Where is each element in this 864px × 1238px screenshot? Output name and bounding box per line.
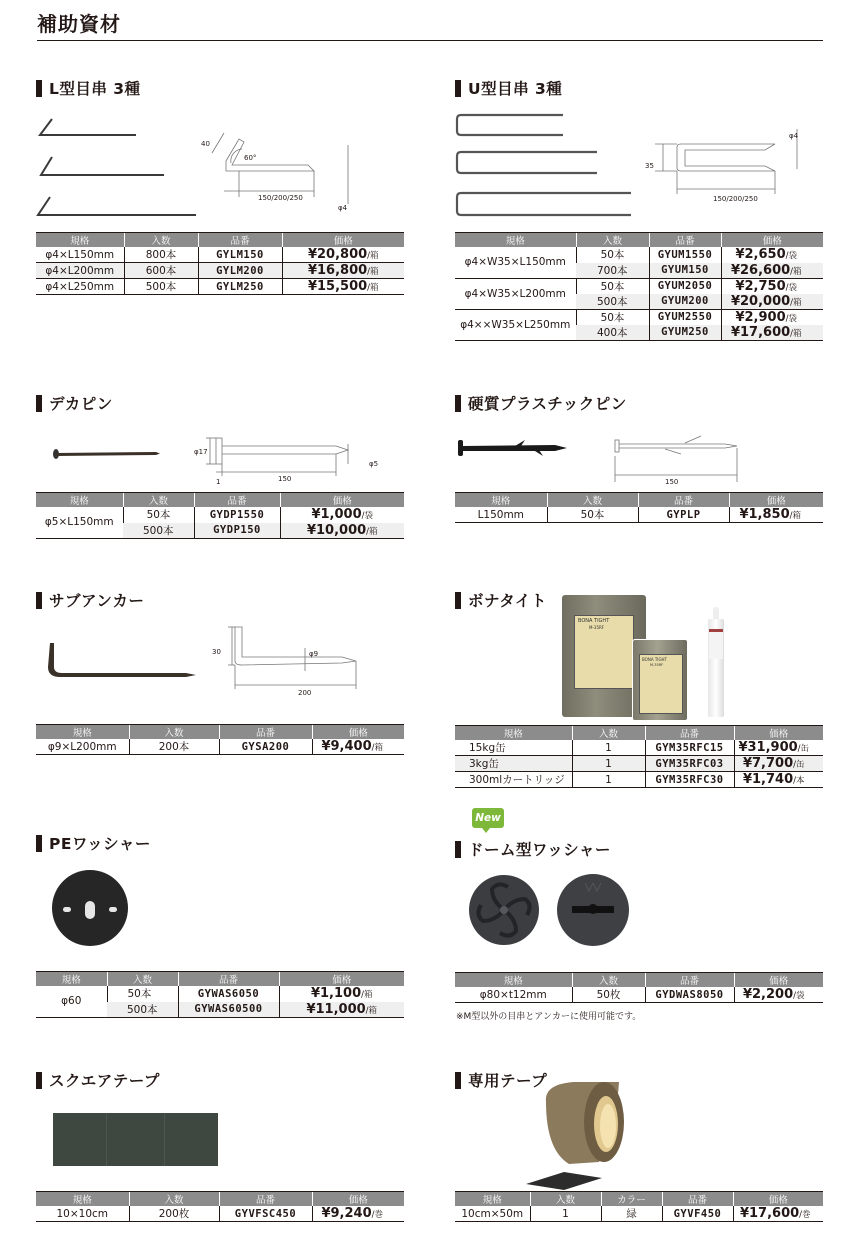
price-value: ¥9,400 — [321, 739, 372, 754]
price-value: ¥1,850 — [739, 507, 790, 522]
table-row — [455, 740, 823, 756]
cell-code: GYDWAS8050 — [645, 987, 734, 1003]
section-deca-pin — [36, 392, 404, 494]
dim-diameter: φ9 — [309, 650, 319, 658]
title-bar — [36, 835, 42, 852]
price-value: ¥1,100 — [310, 986, 362, 1002]
col-code: 品番 — [649, 233, 721, 248]
section-title — [36, 589, 404, 611]
price-value: ¥16,800 — [307, 263, 368, 278]
table-header-row — [455, 493, 823, 508]
section-square-tape — [36, 1069, 404, 1091]
section-u-pin — [455, 77, 823, 229]
cell-code: GYPLP — [638, 507, 729, 523]
table-row — [455, 507, 823, 523]
cell-price — [729, 507, 823, 523]
spec-table-deca-pin — [36, 492, 404, 539]
cell-price — [734, 772, 823, 788]
col-code: 品番 — [645, 726, 734, 741]
col-code: 品番 — [178, 972, 279, 987]
price-unit: /袋 — [785, 313, 798, 324]
section-plastic-pin — [455, 392, 823, 494]
price-value: ¥17,600 — [739, 1206, 800, 1221]
cartridge-label — [709, 629, 723, 659]
col-code: 品番 — [219, 725, 312, 740]
price-value: ¥26,600 — [730, 262, 791, 278]
col-qty: 入数 — [123, 493, 194, 508]
table-row — [455, 278, 823, 294]
col-code: 品番 — [645, 973, 734, 988]
spec-table-square-tape — [36, 1191, 404, 1222]
col-code: 品番 — [662, 1192, 733, 1207]
dim-length: 150 — [665, 478, 679, 486]
dim-height: 30 — [212, 648, 221, 656]
section-title-text: 硬質プラスチックピン — [468, 395, 627, 413]
col-qty: 入数 — [129, 1192, 219, 1207]
table-row — [36, 263, 404, 279]
cell-price — [734, 740, 823, 756]
cell-qty: 800本 — [124, 247, 198, 263]
cell-qty: 1 — [530, 1206, 601, 1222]
cell-qty: 500本 — [576, 294, 649, 310]
tape-square — [53, 1113, 107, 1166]
table-header-row — [36, 233, 404, 248]
price-unit: /袋 — [785, 282, 798, 293]
label-brand: BONA TIGHT — [578, 618, 610, 624]
title-bar — [36, 80, 42, 97]
cell-code: GYDP150 — [194, 523, 280, 539]
dome-washer-image — [468, 873, 648, 963]
dim-length: 200 — [298, 689, 312, 697]
price-value: ¥10,000 — [306, 522, 367, 538]
col-price: 価格 — [734, 973, 823, 988]
col-code: 品番 — [219, 1192, 312, 1207]
tape-square — [165, 1113, 218, 1166]
price-unit: /箱 — [365, 1005, 378, 1016]
can-3kg — [632, 639, 688, 721]
cell-color: 緑 — [601, 1206, 662, 1222]
cell-spec: 10cm×50m — [455, 1206, 530, 1222]
cell-spec: 10×10cm — [36, 1206, 129, 1222]
cell-qty: 50本 — [547, 507, 638, 523]
section-title-text: サブアンカー — [49, 592, 145, 610]
price-value: ¥7,700 — [742, 756, 794, 771]
table-header-row — [455, 1192, 823, 1207]
cell-qty: 500本 — [123, 523, 194, 539]
price-unit: /本 — [793, 776, 805, 786]
product-image-l-pins — [36, 99, 404, 229]
col-price: 価格 — [721, 233, 823, 248]
cartridge-nozzle — [713, 607, 719, 619]
table-row — [455, 1206, 823, 1222]
cell-qty: 1 — [572, 740, 645, 756]
cell-spec: φ4×L200mm — [36, 263, 124, 279]
table-row — [36, 986, 404, 1002]
price-value: ¥20,000 — [730, 293, 791, 309]
dim-length: 150/200/250 — [713, 195, 758, 203]
cell-spec: φ4×W35×L200mm — [455, 278, 576, 309]
section-title — [36, 832, 404, 854]
price-value: ¥15,500 — [307, 279, 368, 294]
cell-price — [721, 278, 823, 294]
cell-code: GYUM2550 — [649, 309, 721, 325]
dim-angle: 60° — [244, 154, 257, 162]
section-dome-washer — [455, 838, 823, 860]
cell-code: GYUM250 — [649, 325, 721, 341]
cell-code: GYUM200 — [649, 294, 721, 310]
col-spec: 規格 — [455, 726, 572, 741]
title-bar — [36, 592, 42, 609]
section-title-text: ボナタイト — [468, 592, 547, 610]
price-unit: /箱 — [371, 743, 384, 753]
price-unit: /箱 — [367, 251, 379, 261]
table-row — [36, 279, 404, 295]
cell-spec: φ9×L200mm — [36, 739, 129, 755]
section-title — [36, 1069, 404, 1091]
cell-code: GYLM200 — [198, 263, 282, 279]
col-price: 価格 — [312, 725, 404, 740]
section-title-text: デカピン — [49, 395, 113, 413]
table-row — [455, 247, 823, 263]
col-spec: 規格 — [455, 233, 576, 248]
table-row — [36, 247, 404, 263]
title-bar — [455, 395, 461, 412]
table-header-row — [36, 725, 404, 740]
price-unit: /巻 — [799, 1210, 811, 1220]
cell-code: GYSA200 — [219, 739, 312, 755]
section-title-text: PEワッシャー — [49, 835, 151, 853]
cell-spec: L150mm — [455, 507, 547, 523]
title-bar — [455, 592, 461, 609]
cell-qty: 500本 — [124, 279, 198, 295]
cell-spec: φ5×L150mm — [36, 507, 123, 538]
cell-code: GYVF450 — [662, 1206, 733, 1222]
cell-qty: 50本 — [107, 986, 178, 1002]
col-qty: 入数 — [107, 972, 178, 987]
col-price: 価格 — [729, 493, 823, 508]
price-unit: /箱 — [366, 526, 378, 537]
col-code: 品番 — [638, 493, 729, 508]
can-label — [639, 654, 683, 714]
title-bar — [36, 395, 42, 412]
col-price: 価格 — [312, 1192, 404, 1207]
cell-price — [279, 1002, 404, 1018]
cell-code: GYWAS60500 — [178, 1002, 279, 1018]
cell-qty: 500本 — [107, 1002, 178, 1018]
cell-price — [312, 739, 404, 755]
label-brand: BONA TIGHT — [642, 657, 667, 662]
cell-spec: φ4××W35×L250mm — [455, 309, 576, 340]
title-bar — [36, 1072, 42, 1089]
cell-price — [721, 263, 823, 279]
cell-qty: 600本 — [124, 263, 198, 279]
cell-code: GYM35RFC03 — [645, 756, 734, 772]
price-value: ¥2,750 — [735, 278, 786, 294]
price-unit: /箱 — [790, 266, 802, 277]
table-row — [36, 507, 404, 523]
section-title-text: U型目串 3種 — [468, 80, 563, 98]
table-row — [455, 772, 823, 788]
cell-qty: 200本 — [129, 739, 219, 755]
cell-price — [721, 294, 823, 310]
col-qty: 入数 — [530, 1192, 601, 1207]
product-image-sub-anchor — [36, 611, 404, 711]
table-header-row — [36, 493, 404, 508]
cell-code: GYUM1550 — [649, 247, 721, 263]
price-value: ¥20,800 — [307, 247, 368, 262]
cell-code: GYWAS6050 — [178, 986, 279, 1002]
pe-washer-image — [50, 868, 140, 958]
cell-code: GYM35RFC30 — [645, 772, 734, 788]
price-unit: /箱 — [789, 511, 802, 521]
cartridge — [708, 619, 724, 717]
price-unit: /缶 — [793, 760, 805, 770]
label-model: M-35RF — [650, 663, 664, 667]
cell-price — [734, 987, 823, 1003]
cell-price — [721, 247, 823, 263]
col-spec: 規格 — [455, 973, 572, 988]
dome-washer-note: ※M型以外の目串とアンカーに使用可能です。 — [456, 1012, 642, 1022]
cell-price — [280, 507, 404, 523]
cell-price — [279, 986, 404, 1002]
title-bar — [455, 1072, 461, 1089]
can-label — [574, 615, 634, 689]
cell-code: GYDP1550 — [194, 507, 280, 523]
price-value: ¥2,900 — [735, 309, 786, 325]
cell-spec: 300mlカートリッジ — [455, 772, 572, 788]
col-spec: 規格 — [36, 233, 124, 248]
table-header-row — [455, 726, 823, 741]
spec-table-bonatight — [455, 725, 823, 788]
cell-price — [721, 309, 823, 325]
cell-code: GYLM250 — [198, 279, 282, 295]
dim-diameter: φ4 — [789, 132, 799, 140]
cell-spec: φ80×t12mm — [455, 987, 572, 1003]
section-title — [455, 838, 823, 860]
cell-spec: φ60 — [36, 986, 107, 1017]
cell-qty: 50本 — [576, 247, 649, 263]
col-spec: 規格 — [455, 1192, 530, 1207]
price-value: ¥31,900 — [738, 740, 798, 755]
table-row — [455, 309, 823, 325]
price-value: ¥17,600 — [730, 324, 791, 340]
cell-spec: 15kg缶 — [455, 740, 572, 756]
dim-height: 40 — [201, 140, 210, 148]
table-header-row — [455, 973, 823, 988]
spec-table-dome-washer — [455, 972, 823, 1003]
cell-spec: φ4×W35×L150mm — [455, 247, 576, 278]
spec-table-special-tape — [455, 1191, 823, 1222]
section-l-pin — [36, 77, 404, 229]
col-code: 品番 — [198, 233, 282, 248]
cell-code: GYUM2050 — [649, 278, 721, 294]
dim-diameter: φ4 — [338, 204, 348, 212]
section-title-text: ドーム型ワッシャー — [468, 841, 611, 859]
col-price: 価格 — [733, 1192, 823, 1207]
table-row — [36, 1206, 404, 1222]
cell-qty: 200枚 — [129, 1206, 219, 1222]
cell-price — [280, 523, 404, 539]
col-qty: 入数 — [572, 726, 645, 741]
section-title — [455, 77, 823, 99]
title-bar — [455, 841, 461, 858]
cell-code: GYVFSC450 — [219, 1206, 312, 1222]
dim-length: 150/200/250 — [258, 194, 303, 202]
title-bar — [455, 80, 461, 97]
price-unit: /箱 — [361, 990, 373, 1001]
section-title — [36, 392, 404, 414]
col-code: 品番 — [194, 493, 280, 508]
dim-thickness: 1 — [216, 478, 221, 486]
special-tape-image — [524, 1080, 644, 1190]
col-qty: 入数 — [576, 233, 649, 248]
col-spec: 規格 — [36, 972, 107, 987]
col-qty: 入数 — [572, 973, 645, 988]
col-price: 価格 — [280, 493, 404, 508]
cell-qty: 50枚 — [572, 987, 645, 1003]
price-unit: /巻 — [371, 1210, 384, 1220]
section-sub-anchor — [36, 589, 404, 711]
price-value: ¥1,740 — [742, 772, 794, 787]
cell-code: GYUM150 — [649, 263, 721, 279]
price-value: ¥9,240 — [321, 1206, 372, 1221]
col-qty: 入数 — [124, 233, 198, 248]
col-spec: 規格 — [455, 493, 547, 508]
price-unit: /箱 — [790, 297, 802, 308]
plastic-pin-illustration — [455, 414, 823, 494]
price-unit: /袋 — [793, 991, 805, 1001]
price-unit: /缶 — [797, 744, 810, 754]
cell-qty: 50本 — [576, 278, 649, 294]
price-value: ¥1,000 — [311, 507, 362, 523]
cell-price — [312, 1206, 404, 1222]
cell-price — [282, 279, 404, 295]
cell-price — [733, 1206, 823, 1222]
cell-qty: 50本 — [123, 507, 194, 523]
section-title-text: L型目串 3種 — [49, 80, 141, 98]
cell-price — [734, 756, 823, 772]
cell-code: GYLM150 — [198, 247, 282, 263]
price-value: ¥2,200 — [742, 987, 794, 1002]
price-unit: /袋 — [785, 251, 798, 262]
cell-qty: 700本 — [576, 263, 649, 279]
cell-code: GYM35RFC15 — [645, 740, 734, 756]
dim-diameter: φ5 — [369, 460, 379, 468]
col-price: 価格 — [734, 726, 823, 741]
cell-qty: 50本 — [576, 309, 649, 325]
cell-qty: 400本 — [576, 325, 649, 341]
spec-table-pe-washer — [36, 971, 404, 1018]
price-value: ¥2,650 — [735, 247, 786, 263]
col-spec: 規格 — [36, 1192, 129, 1207]
spec-table-sub-anchor — [36, 724, 404, 755]
l-pin-illustration — [36, 99, 404, 229]
cell-price — [282, 247, 404, 263]
square-tape-image — [53, 1113, 218, 1166]
cell-price — [282, 263, 404, 279]
table-header-row — [455, 233, 823, 248]
price-unit: /箱 — [790, 328, 802, 339]
cell-qty: 1 — [572, 756, 645, 772]
label-model: M-35RF — [589, 625, 605, 630]
page-title: 補助資材 — [37, 10, 823, 41]
col-spec: 規格 — [36, 725, 129, 740]
col-price: 価格 — [279, 972, 404, 987]
spec-table-l-pin — [36, 232, 404, 295]
section-title — [455, 392, 823, 414]
section-title-text: スクエアテープ — [49, 1072, 160, 1090]
cell-qty: 1 — [572, 772, 645, 788]
price-unit: /箱 — [367, 267, 379, 277]
col-spec: 規格 — [36, 493, 123, 508]
price-unit: /袋 — [361, 511, 374, 522]
table-row — [455, 987, 823, 1003]
section-title — [36, 77, 404, 99]
dim-head: φ17 — [194, 448, 208, 456]
col-qty: 入数 — [129, 725, 219, 740]
dim-length: 150 — [278, 475, 292, 483]
product-image-plastic-pin — [455, 414, 823, 494]
product-image-u-pins — [455, 99, 823, 229]
new-badge: New — [472, 808, 504, 828]
price-value: ¥11,000 — [306, 1001, 366, 1017]
col-price: 価格 — [282, 233, 404, 248]
table-row — [455, 756, 823, 772]
cell-spec: 3kg缶 — [455, 756, 572, 772]
section-title-text: 専用テープ — [468, 1072, 548, 1090]
col-qty: 入数 — [547, 493, 638, 508]
u-pin-illustration — [455, 99, 823, 229]
table-header-row — [36, 1192, 404, 1207]
table-header-row — [36, 972, 404, 987]
table-row — [36, 739, 404, 755]
product-image-deca-pin — [36, 414, 404, 494]
cell-price — [721, 325, 823, 341]
spec-table-plastic-pin — [455, 492, 823, 523]
spec-table-u-pin — [455, 232, 823, 341]
sub-anchor-illustration — [36, 611, 404, 711]
cell-spec: φ4×L150mm — [36, 247, 124, 263]
dim-height: 35 — [645, 162, 654, 170]
col-color: カラー — [601, 1192, 662, 1207]
tape-square — [107, 1113, 164, 1166]
cell-spec: φ4×L250mm — [36, 279, 124, 295]
section-pe-washer — [36, 832, 404, 854]
price-unit: /箱 — [367, 283, 379, 293]
product-image-bonatight — [562, 595, 732, 721]
